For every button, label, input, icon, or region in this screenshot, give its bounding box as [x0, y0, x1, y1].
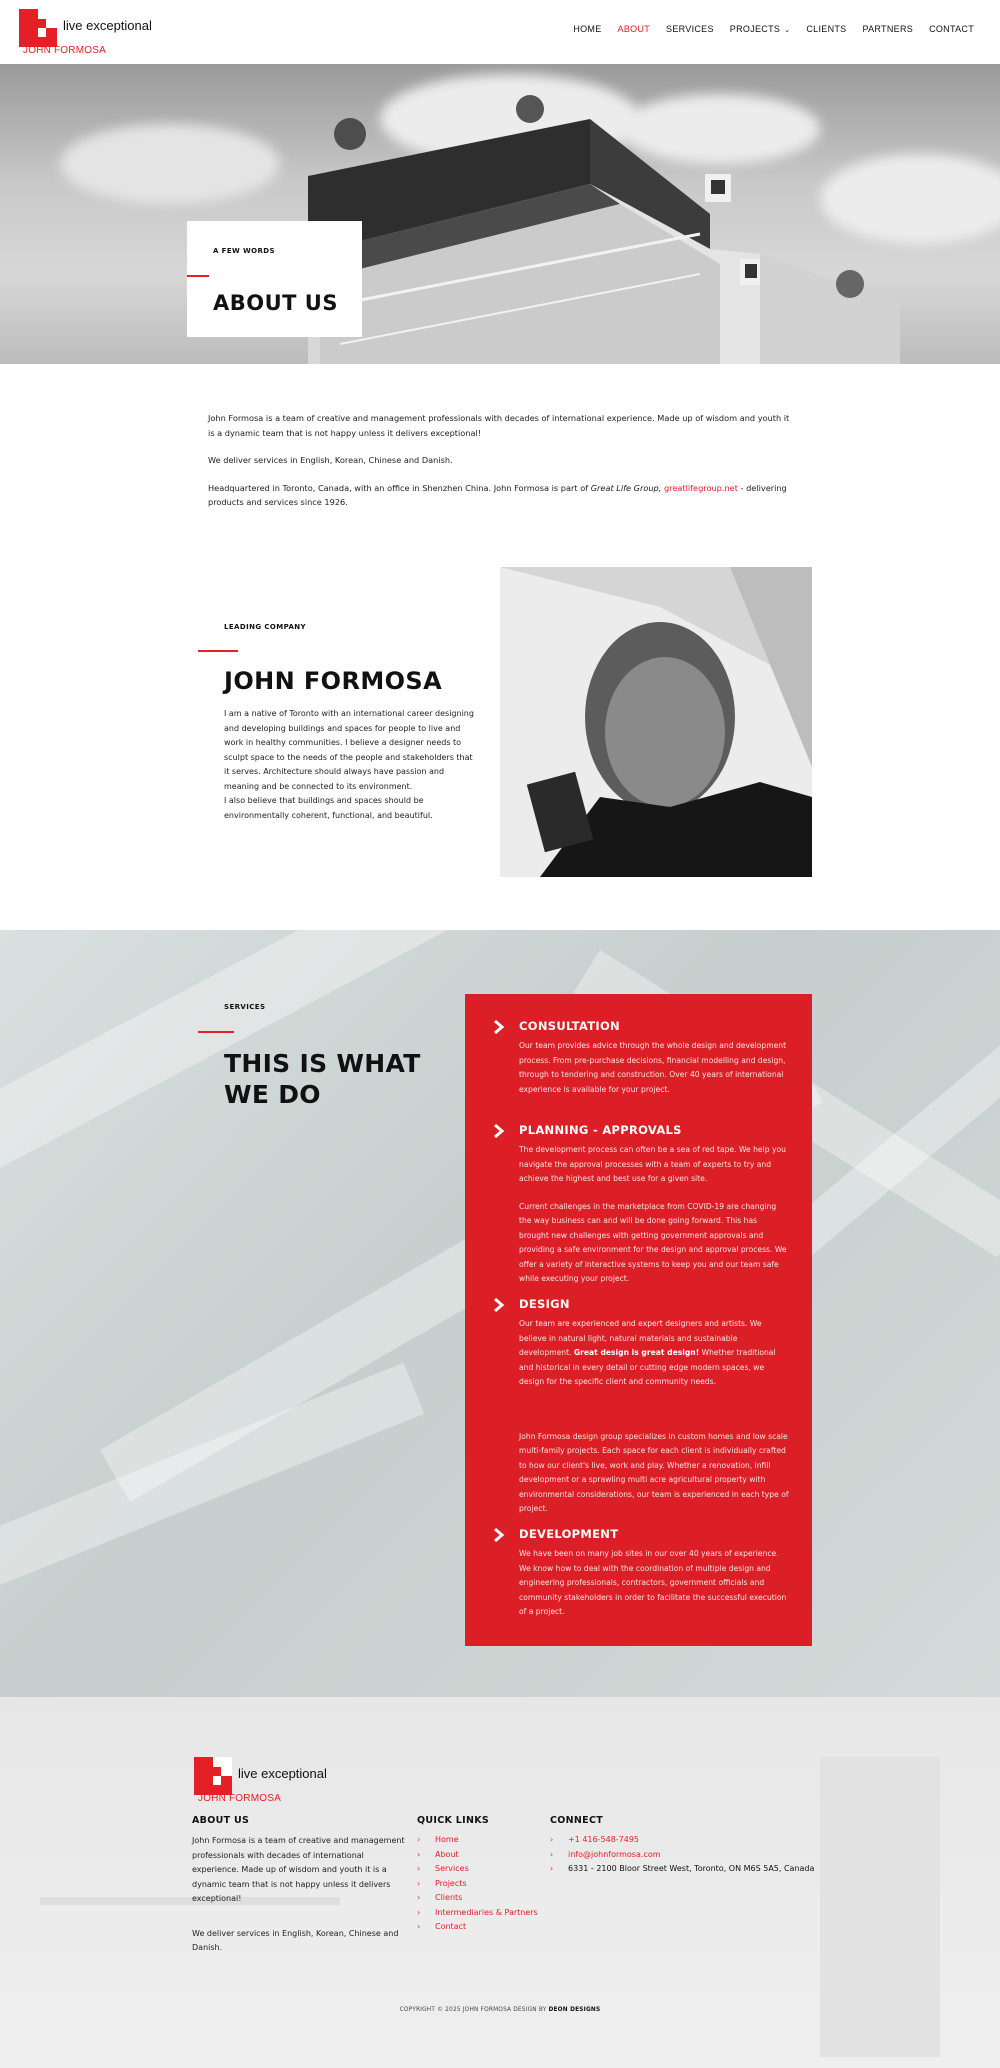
footer-about-paragraph: We deliver services in English, Korean, Chinese and Danish. — [192, 1928, 399, 1952]
footer-about-title: ABOUT US — [192, 1815, 250, 1826]
service-text: Current challenges in the marketplace from COVID-19 are changing the way business can and will be done going forward. This has brought new challenges with getting government approvals and providing a safe environment for the design and approval process. We offer a variety of interactive systems to keep you and our team safe while executing your project. — [519, 1201, 787, 1283]
chevron-right-icon: › — [550, 1849, 554, 1859]
site-logo[interactable] — [19, 9, 159, 55]
nav-services[interactable]: SERVICES — [666, 24, 714, 34]
logo-name: JOHN FORMOSA — [23, 45, 106, 56]
footer-link-home[interactable]: Home — [435, 1835, 459, 1844]
hero-title-card — [187, 221, 362, 337]
services-title: THIS IS WHAT WE DO — [224, 1049, 421, 1109]
footer-link-partners[interactable]: Intermediaries & Partners — [435, 1907, 538, 1917]
chevron-right-icon — [491, 1297, 507, 1313]
footer-phone-item — [550, 1833, 840, 1848]
footer-link-item[interactable] — [417, 1833, 538, 1848]
chevron-right-icon: › — [550, 1835, 554, 1844]
service-consultation — [519, 1019, 789, 1097]
services-list-box — [465, 994, 812, 1646]
hero-title: ABOUT US — [213, 291, 338, 315]
chevron-right-icon: › — [417, 1849, 421, 1859]
footer-link-item[interactable] — [417, 1848, 538, 1863]
footer-link-item[interactable] — [417, 1920, 538, 1935]
logo-name: JOHN FORMOSA — [198, 1793, 281, 1804]
footer-connect-list — [550, 1833, 840, 1877]
chevron-right-icon — [491, 1123, 507, 1139]
main-nav — [557, 24, 974, 34]
footer-quick-links — [417, 1833, 538, 1935]
footer-link-item[interactable] — [417, 1877, 538, 1892]
chevron-right-icon — [491, 1527, 507, 1543]
intro-paragraph: We deliver services in English, Korean, Chinese and Danish. — [208, 455, 453, 465]
group-name: Great Life Group, — [590, 482, 662, 493]
service-planning — [519, 1123, 789, 1287]
footer-connect-title: CONNECT — [550, 1815, 603, 1826]
footer-links-title: QUICK LINKS — [417, 1815, 490, 1826]
nav-clients[interactable]: CLIENTS — [806, 24, 847, 34]
footer-address-item — [550, 1862, 840, 1877]
nav-partners[interactable]: PARTNERS — [862, 24, 914, 34]
service-development — [519, 1527, 789, 1620]
nav-contact[interactable]: CONTACT — [929, 24, 974, 34]
intro-text — [208, 411, 798, 523]
services-eyebrow: SERVICES — [224, 1003, 266, 1011]
leader-bio-paragraph: I am a native of Toronto with an international career designing and developing buildings and spaces for people to live and work in healthy communities. I believe a designer needs to sculpt space to the needs of the people and stakeholders that it serves. Architecture should always have passion and meaning and be connected to its environment. — [224, 709, 474, 791]
chevron-right-icon: › — [417, 1878, 421, 1888]
logo-tagline: live exceptional — [63, 18, 152, 33]
hero-eyebrow: A FEW WORDS — [213, 247, 275, 255]
service-title: PLANNING - APPROVALS — [519, 1123, 682, 1137]
nav-home[interactable]: HOME — [573, 24, 602, 34]
chevron-right-icon: › — [550, 1864, 554, 1873]
service-text: Our team are experienced and expert designers and artists. We believe in natural light, natural materials and sustainable development. Great design is great design! Whether traditional and historical in every detail or cutting edge modern spaces, we design for the specific client and community needs. — [519, 1319, 776, 1386]
leader-eyebrow: LEADING COMPANY — [224, 623, 307, 631]
leader-portrait — [500, 567, 812, 877]
footer-link-item[interactable] — [417, 1891, 538, 1906]
hero-banner — [0, 64, 1000, 364]
services-accent-line — [198, 1031, 234, 1033]
nav-projects[interactable] — [730, 24, 791, 34]
service-design — [519, 1297, 789, 1517]
chevron-right-icon: › — [417, 1907, 421, 1917]
footer-link-clients[interactable]: Clients — [435, 1893, 463, 1902]
leader-bio — [224, 707, 474, 823]
footer-phone-link[interactable]: +1 416-548-7495 — [568, 1835, 640, 1844]
footer-email-link[interactable]: info@johnformosa.com — [568, 1849, 661, 1859]
footer-link-about[interactable]: About — [435, 1849, 459, 1859]
nav-projects-label: PROJECTS — [729, 24, 781, 34]
site-header — [0, 0, 1000, 64]
logo-mark-icon — [19, 9, 57, 47]
footer-link-contact[interactable]: Contact — [435, 1922, 467, 1931]
service-text: Our team provides advice through the whole design and development process. From pre-purchase decisions, financial modelling and design, through to tendering and construction. Over 40 years of international experience is available for your project. — [519, 1041, 787, 1094]
service-text: We have been on many job sites in our over 40 years of experience. We know how to deal with the coordination of multiple design and engineering professionals, contractors, government officials and community stakeholders in order to facilitate the successful execution of a project. — [519, 1549, 787, 1616]
service-title: DESIGN — [519, 1297, 570, 1311]
service-title: CONSULTATION — [519, 1019, 620, 1033]
chevron-right-icon: › — [417, 1864, 421, 1873]
logo-mark-icon — [194, 1757, 232, 1795]
footer-link-projects[interactable]: Projects — [435, 1878, 467, 1888]
footer-link-services[interactable]: Services — [435, 1864, 469, 1873]
hero-building-image — [0, 64, 1000, 364]
chevron-right-icon: › — [417, 1835, 421, 1844]
footer-address: 6331 - 2100 Bloor Street West, Toronto, ON M6S 5A5, Canada — [568, 1864, 815, 1873]
chevron-right-icon — [491, 1019, 507, 1035]
logo-tagline: live exceptional — [238, 1766, 327, 1781]
nav-about[interactable]: ABOUT — [617, 24, 651, 34]
chevron-down-icon: ⌄ — [784, 27, 791, 34]
footer-about-text — [192, 1834, 407, 1970]
service-title: DEVELOPMENT — [519, 1527, 619, 1541]
footer-email-item — [550, 1848, 840, 1863]
intro-paragraph: John Formosa is a team of creative and management professionals with decades of international experience. Made up of wisdom and youth it is a dynamic team that is not happy unless it delivers exceptional! — [208, 413, 790, 438]
leader-name: JOHN FORMOSA — [224, 667, 443, 695]
footer-copyright: COPYRIGHT © 2025 JOHN FORMOSA DESIGN BY DEON DESIGNS — [399, 2007, 601, 2013]
group-link[interactable]: greatlifegroup.net — [663, 482, 738, 493]
designer-credit-link[interactable]: DEON DESIGNS — [548, 2007, 601, 2013]
intro-paragraph: Headquartered in Toronto, Canada, with an office in Shenzhen China. John Formosa is part of Great Life Group, greatlifegroup.net - delivering products and services since 1926. — [208, 482, 787, 507]
chevron-right-icon: › — [417, 1893, 421, 1902]
footer-logo[interactable] — [194, 1757, 334, 1803]
hero-accent-line — [187, 275, 209, 277]
leader-bio-paragraph: I also believe that buildings and spaces should be environmentally coherent, functional, and beautiful. — [224, 796, 433, 820]
footer-link-item[interactable] — [417, 1906, 538, 1921]
footer-about-paragraph: John Formosa is a team of creative and management professionals with decades of international experience. Made up of wisdom and youth it is a dynamic team that is not happy unless it delivers exceptional! — [192, 1836, 405, 1903]
service-text: The development process can often be a sea of red tape. We help you navigate the approval processes with a team of experts to try and achieve the highest and best use for a given site. — [519, 1145, 786, 1183]
service-text: John Formosa design group specializes in custom homes and low scale multi-family projects. Each space for each client is individually crafted to how our client's live, work and play. Whether a renovation, infill development or a sprawling multi acre agricultural property with environmental considerations, our team is experienced in each type of project. — [519, 1431, 789, 1513]
footer-link-item[interactable] — [417, 1862, 538, 1877]
leader-accent-line — [198, 650, 238, 652]
chevron-right-icon: › — [417, 1922, 421, 1931]
